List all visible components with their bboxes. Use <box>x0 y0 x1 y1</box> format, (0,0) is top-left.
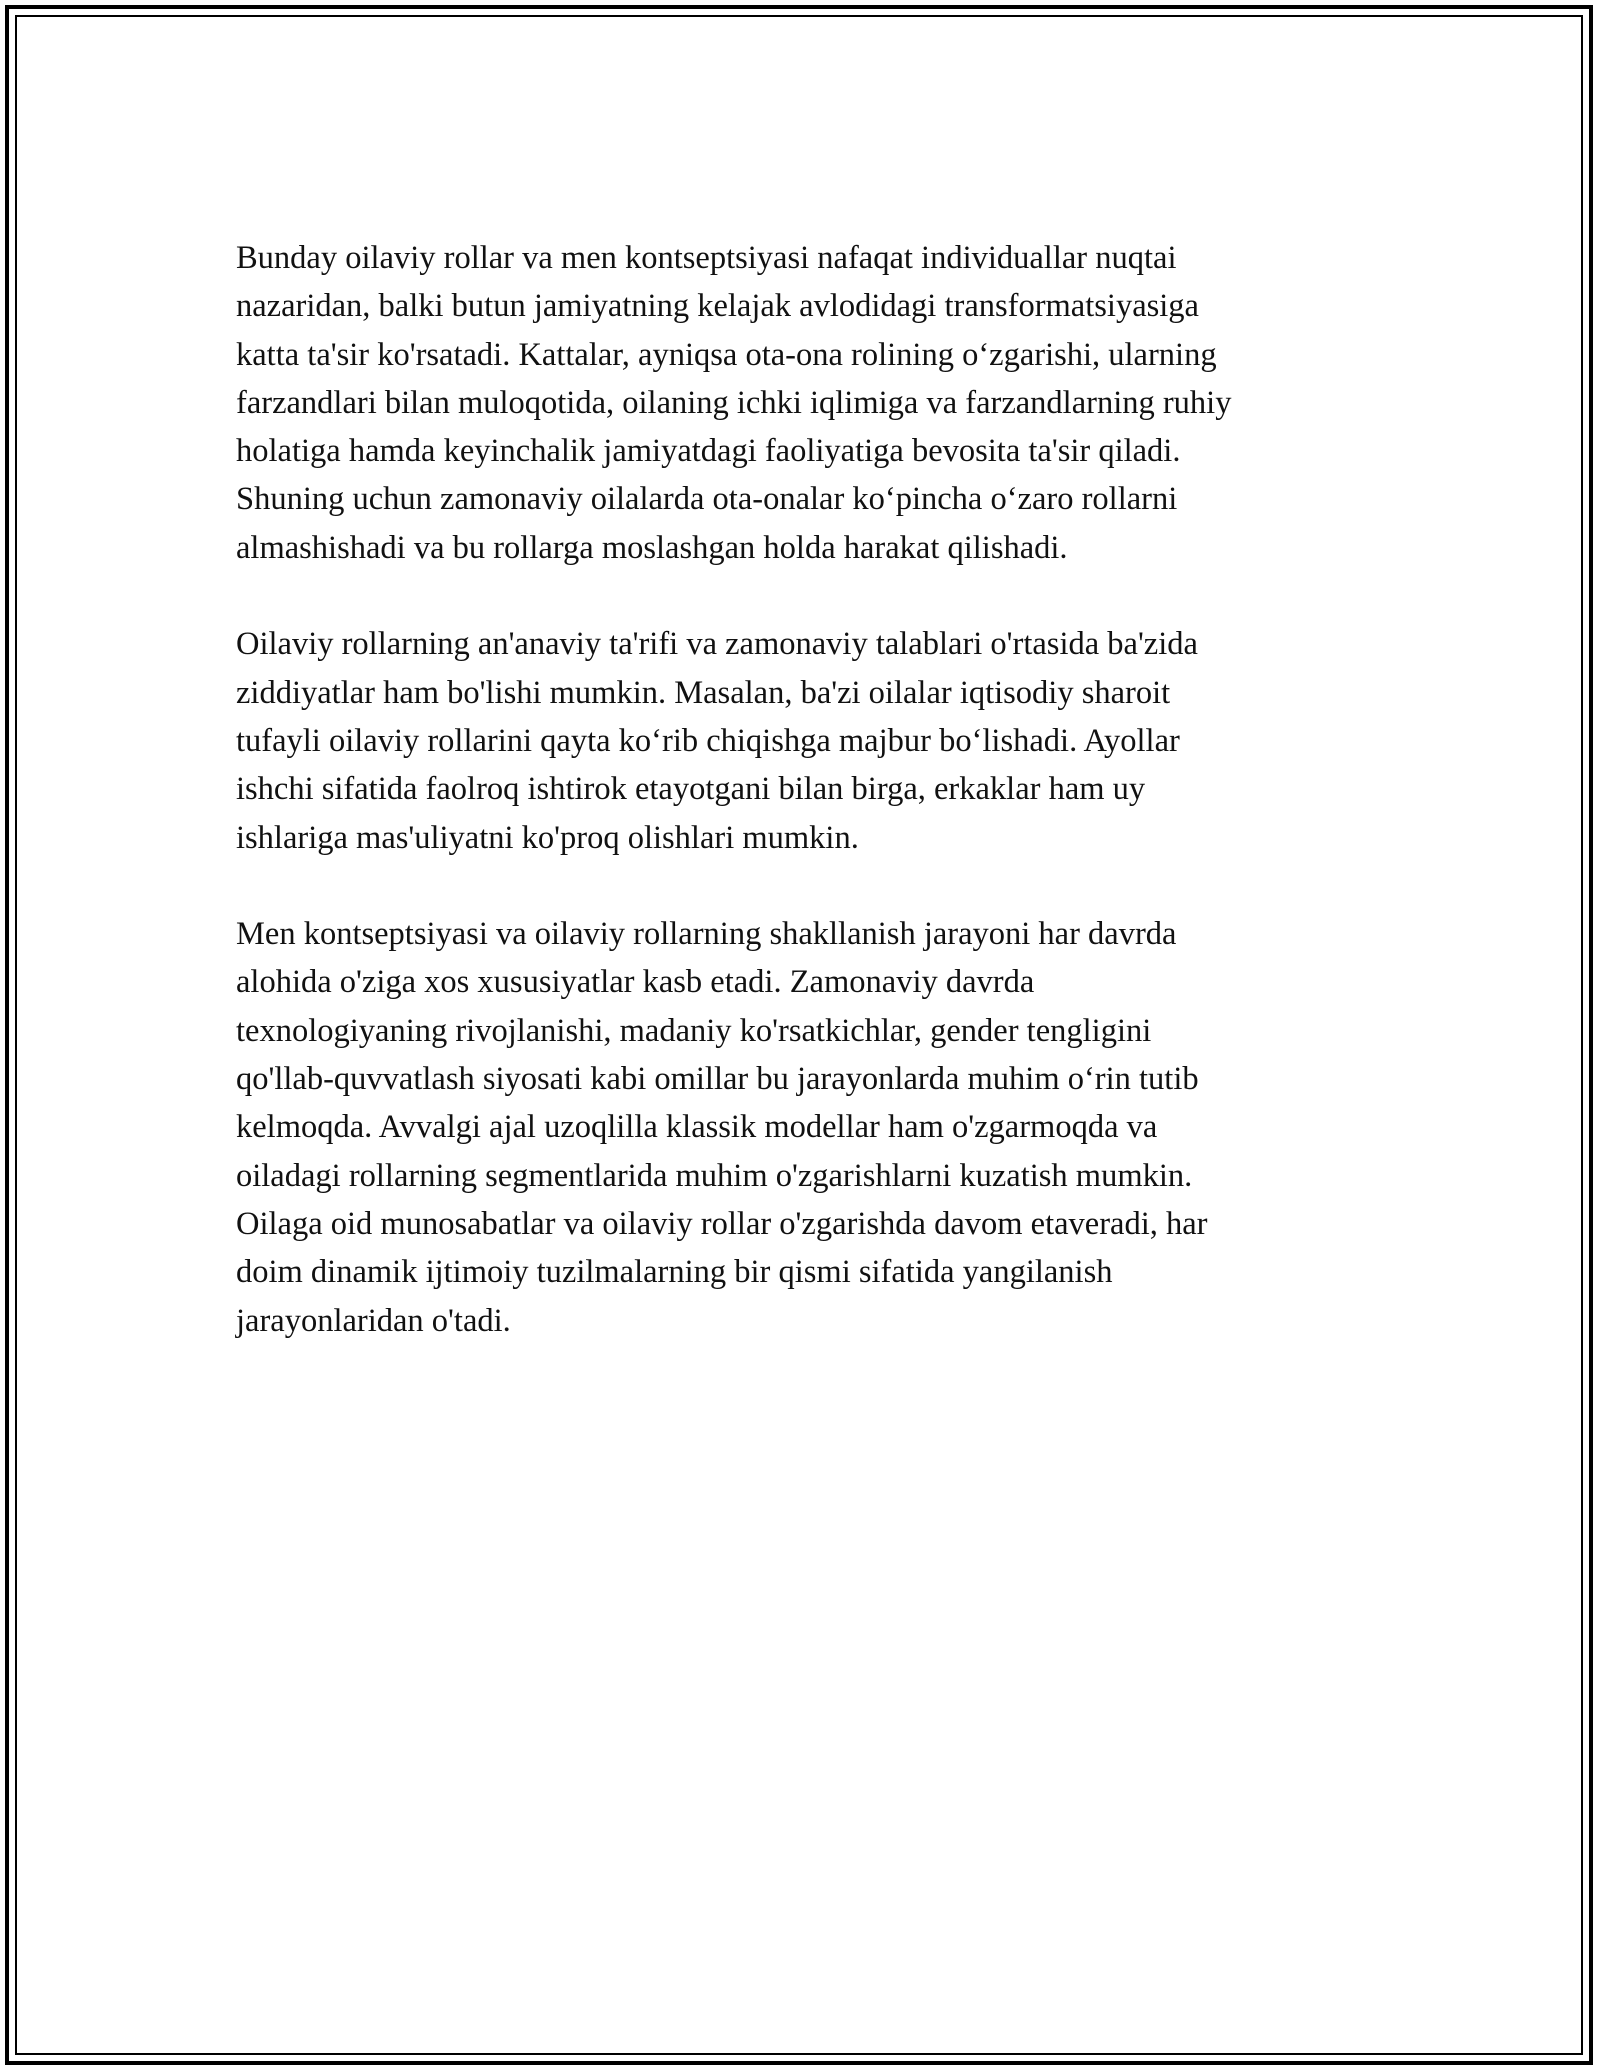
text-line: Men kontseptsiyasi va oilaviy rollarning shakllanish jarayoni har davrda <box>236 916 1177 953</box>
text-line: alohida o'ziga xos xususiyatlar kasb etadi. Zamonaviy davrda <box>236 964 1035 1001</box>
text-line: farzandlari bilan muloqotida, oilaning ichki iqlimiga va farzandlarning ruhiy <box>236 384 1232 421</box>
document-body <box>236 234 1376 1393</box>
text-line: almashishadi va bu rollarga moslashgan holda harakat qilishadi. <box>236 529 1068 566</box>
paragraph-3 <box>236 910 1376 1345</box>
text-line: doim dinamik ijtimoiy tuzilmalarning bir qismi sifatida yangilanish <box>236 1254 1113 1291</box>
text-line: kelmoqda. Avvalgi ajal uzoqlilla klassik modellar ham o'zgarmoqda va <box>236 1109 1158 1146</box>
text-line: oiladagi rollarning segmentlarida muhim o'zgarishlarni kuzatish mumkin. <box>236 1157 1193 1194</box>
text-line: ziddiyatlar ham bo'lishi mumkin. Masalan, ba'zi oilalar iqtisodiy sharoit <box>236 674 1171 711</box>
text-line: texnologiyaning rivojlanishi, madaniy ko'rsatkichlar, gender tengligini <box>236 1012 1152 1049</box>
text-line: ishlariga mas'uliyatni ko'proq olishlari mumkin. <box>236 819 859 856</box>
text-line: Shuning uchun zamonaviy oilalarda ota-onalar ko‘pincha o‘zaro rollarni <box>236 481 1178 518</box>
text-line: nazaridan, balki butun jamiyatning kelajak avlodidagi transformatsiyasiga <box>236 288 1199 325</box>
text-line: holatiga hamda keyinchalik jamiyatdagi faoliyatiga bevosita ta'sir qiladi. <box>236 433 1181 470</box>
text-line: ishchi sifatida faolroq ishtirok etayotgani bilan birga, erkaklar ham uy <box>236 771 1146 808</box>
paragraph-1 <box>236 234 1376 572</box>
text-line: Bunday oilaviy rollar va men kontseptsiyasi nafaqat individuallar nuqtai <box>236 240 1177 276</box>
text-line: Oilaviy rollarning an'anaviy ta'rifi va zamonaviy talablari o'rtasida ba'zida <box>236 626 1198 663</box>
paragraph-2 <box>236 620 1376 861</box>
text-line: tufayli oilaviy rollarini qayta ko‘rib chiqishga majbur bo‘lishadi. Ayollar <box>236 722 1180 759</box>
text-line: jarayonlaridan o'tadi. <box>236 1302 511 1339</box>
text-line: qo'llab-quvvatlash siyosati kabi omillar bu jarayonlarda muhim o‘rin tutib <box>236 1061 1199 1098</box>
text-line: Oilaga oid munosabatlar va oilaviy rollar o'zgarishda davom etaveradi, har <box>236 1205 1208 1242</box>
text-line: katta ta'sir ko'rsatadi. Kattalar, ayniqsa ota-ona rolining o‘zgarishi, ularning <box>236 336 1217 373</box>
